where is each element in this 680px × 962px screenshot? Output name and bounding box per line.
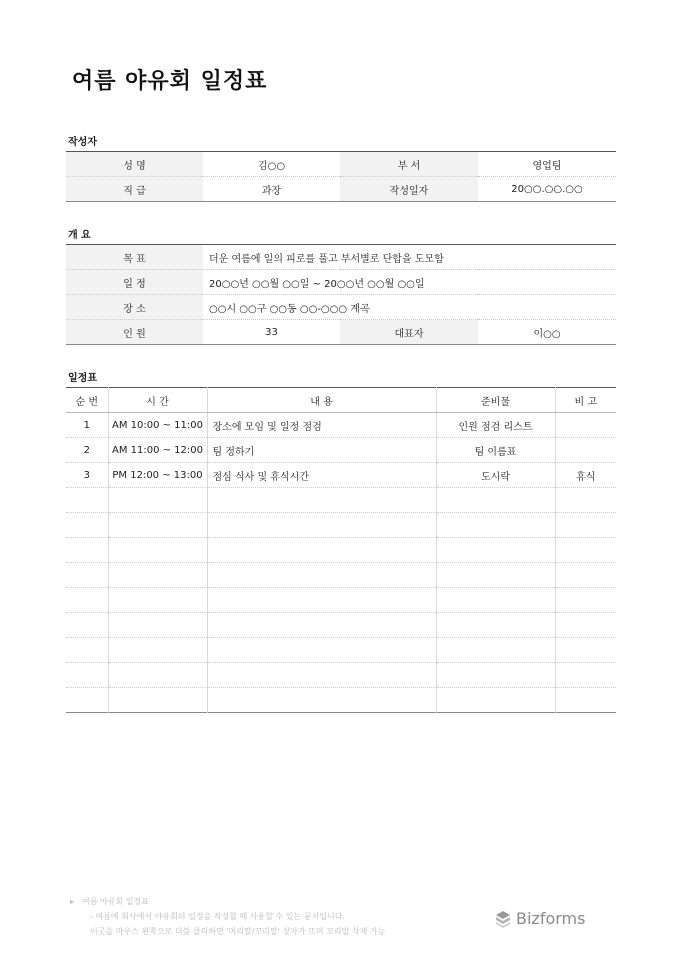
row-content[interactable] (207, 513, 436, 538)
row-no[interactable]: 2 (66, 438, 108, 463)
row-note[interactable] (555, 563, 616, 588)
row-no[interactable] (66, 613, 108, 638)
row-no[interactable]: 3 (66, 463, 108, 488)
date-label: 작성일자 (340, 177, 478, 202)
row-time[interactable]: AM 10:00 ~ 11:00 (108, 413, 207, 438)
schedule-value[interactable]: 20○○년 ○○월 ○○일 ~ 20○○년 ○○월 ○○일 (203, 270, 616, 295)
table-row (66, 538, 616, 563)
row-content[interactable]: 팀 정하기 (207, 438, 436, 463)
bizforms-logo-icon (494, 910, 512, 928)
dept-value[interactable]: 영업팀 (532, 160, 562, 172)
row-time[interactable] (108, 488, 207, 513)
row-content[interactable] (207, 613, 436, 638)
rep-value[interactable]: 이○○ (478, 320, 616, 345)
row-content[interactable]: 점심 식사 및 휴식시간 (207, 463, 436, 488)
row-no[interactable]: 1 (66, 413, 108, 438)
row-no[interactable] (66, 488, 108, 513)
row-items[interactable] (436, 513, 555, 538)
schedule-table (66, 387, 616, 713)
table-row (66, 613, 616, 638)
date-value[interactable]: 20○○.○○.○○ (478, 177, 616, 202)
author-section-label: 작성자 (68, 137, 97, 148)
overview-section-label: 개 요 (68, 230, 91, 241)
row-no[interactable] (66, 688, 108, 713)
row-items[interactable] (436, 488, 555, 513)
row-note[interactable] (555, 538, 616, 563)
table-row (66, 513, 616, 538)
rank-value[interactable]: 과장 (203, 177, 340, 202)
table-row (66, 638, 616, 663)
row-content[interactable] (207, 488, 436, 513)
name-label: 성 명 (66, 152, 203, 177)
bizforms-logo (494, 909, 585, 928)
people-label: 인 원 (66, 320, 203, 345)
footer-title: 여름 야유회 일정표 (82, 897, 149, 906)
table-row (66, 488, 616, 513)
footer-hint: 이곳을 마우스 왼쪽으로 더블 클릭하면 '머리말/꼬리말' 상자가 뜨며 꼬리말 삭제 가능 (90, 927, 386, 936)
row-items[interactable] (436, 663, 555, 688)
place-value[interactable]: ○○시 ○○구 ○○동 ○○-○○○ 계곡 (203, 295, 616, 320)
page-title: 여름 야유회 일정표 (72, 69, 268, 94)
purpose-label: 목 표 (66, 245, 203, 270)
row-content[interactable] (207, 638, 436, 663)
row-no[interactable] (66, 663, 108, 688)
author-table (66, 151, 616, 202)
row-note[interactable]: 휴식 (555, 463, 616, 488)
table-row (66, 663, 616, 688)
row-note[interactable] (555, 688, 616, 713)
row-time[interactable] (108, 688, 207, 713)
name-value[interactable]: 김○○ (257, 160, 286, 172)
place-row (66, 295, 616, 320)
table-row (66, 588, 616, 613)
row-content[interactable] (207, 563, 436, 588)
row-time[interactable]: PM 12:00 ~ 13:00 (108, 463, 207, 488)
footer (70, 894, 385, 939)
table-row (66, 438, 616, 463)
row-items[interactable]: 팀 이름표 (436, 438, 555, 463)
rank-label: 직 급 (66, 177, 203, 202)
row-no[interactable] (66, 638, 108, 663)
row-note[interactable] (555, 638, 616, 663)
place-label: 장 소 (66, 295, 203, 320)
row-time[interactable]: AM 11:00 ~ 12:00 (108, 438, 207, 463)
header-time: 시 간 (108, 388, 207, 413)
row-no[interactable] (66, 563, 108, 588)
row-items[interactable] (436, 563, 555, 588)
people-row (66, 320, 616, 345)
row-note[interactable] (555, 513, 616, 538)
row-content[interactable] (207, 588, 436, 613)
row-content[interactable] (207, 538, 436, 563)
row-time[interactable] (108, 538, 207, 563)
purpose-value[interactable]: 더운 여름에 일의 피로를 풀고 부서별로 단합을 도모함 (209, 253, 444, 265)
header-note: 비 고 (555, 388, 616, 413)
row-time[interactable] (108, 513, 207, 538)
row-items[interactable]: 인원 점검 리스트 (436, 413, 555, 438)
row-note[interactable] (555, 438, 616, 463)
rep-label: 대표자 (340, 320, 478, 345)
purpose-row (66, 245, 616, 270)
schedule-label: 일 정 (66, 270, 203, 295)
schedule-row (66, 270, 616, 295)
schedule-header-row (66, 388, 616, 413)
table-row (66, 688, 616, 713)
table-row (66, 563, 616, 588)
dept-label: 부 서 (340, 152, 478, 177)
row-no[interactable] (66, 588, 108, 613)
row-time[interactable] (108, 563, 207, 588)
footer-bullet-icon: ▸ (70, 897, 75, 906)
row-items[interactable]: 도시락 (436, 463, 555, 488)
author-row-2 (66, 177, 616, 202)
row-no[interactable] (66, 538, 108, 563)
people-value[interactable]: 33 (203, 320, 340, 345)
header-items: 준비물 (436, 388, 555, 413)
bizforms-logo-text: Bizforms (516, 909, 586, 928)
row-note[interactable] (555, 588, 616, 613)
author-row-1 (66, 152, 616, 177)
row-items[interactable] (436, 613, 555, 638)
footer-description: - 여름에 회사에서 야유회의 일정을 작성할 때 사용할 수 있는 문서입니다. (90, 912, 345, 921)
row-items[interactable] (436, 688, 555, 713)
table-row (66, 463, 616, 488)
row-time[interactable] (108, 663, 207, 688)
header-no: 순 번 (66, 388, 108, 413)
table-row (66, 413, 616, 438)
row-note[interactable] (555, 663, 616, 688)
schedule-body (66, 413, 616, 713)
row-content[interactable]: 장소에 모임 및 일정 점검 (207, 413, 436, 438)
row-items[interactable] (436, 588, 555, 613)
row-note[interactable] (555, 488, 616, 513)
row-items[interactable] (436, 638, 555, 663)
row-items[interactable] (436, 538, 555, 563)
row-note[interactable] (555, 413, 616, 438)
schedule-section-label: 일정표 (68, 373, 97, 384)
row-time[interactable] (108, 638, 207, 663)
row-note[interactable] (555, 613, 616, 638)
row-content[interactable] (207, 688, 436, 713)
row-time[interactable] (108, 613, 207, 638)
row-time[interactable] (108, 588, 207, 613)
overview-table (66, 244, 616, 345)
row-content[interactable] (207, 663, 436, 688)
header-content: 내 용 (207, 388, 436, 413)
row-no[interactable] (66, 513, 108, 538)
